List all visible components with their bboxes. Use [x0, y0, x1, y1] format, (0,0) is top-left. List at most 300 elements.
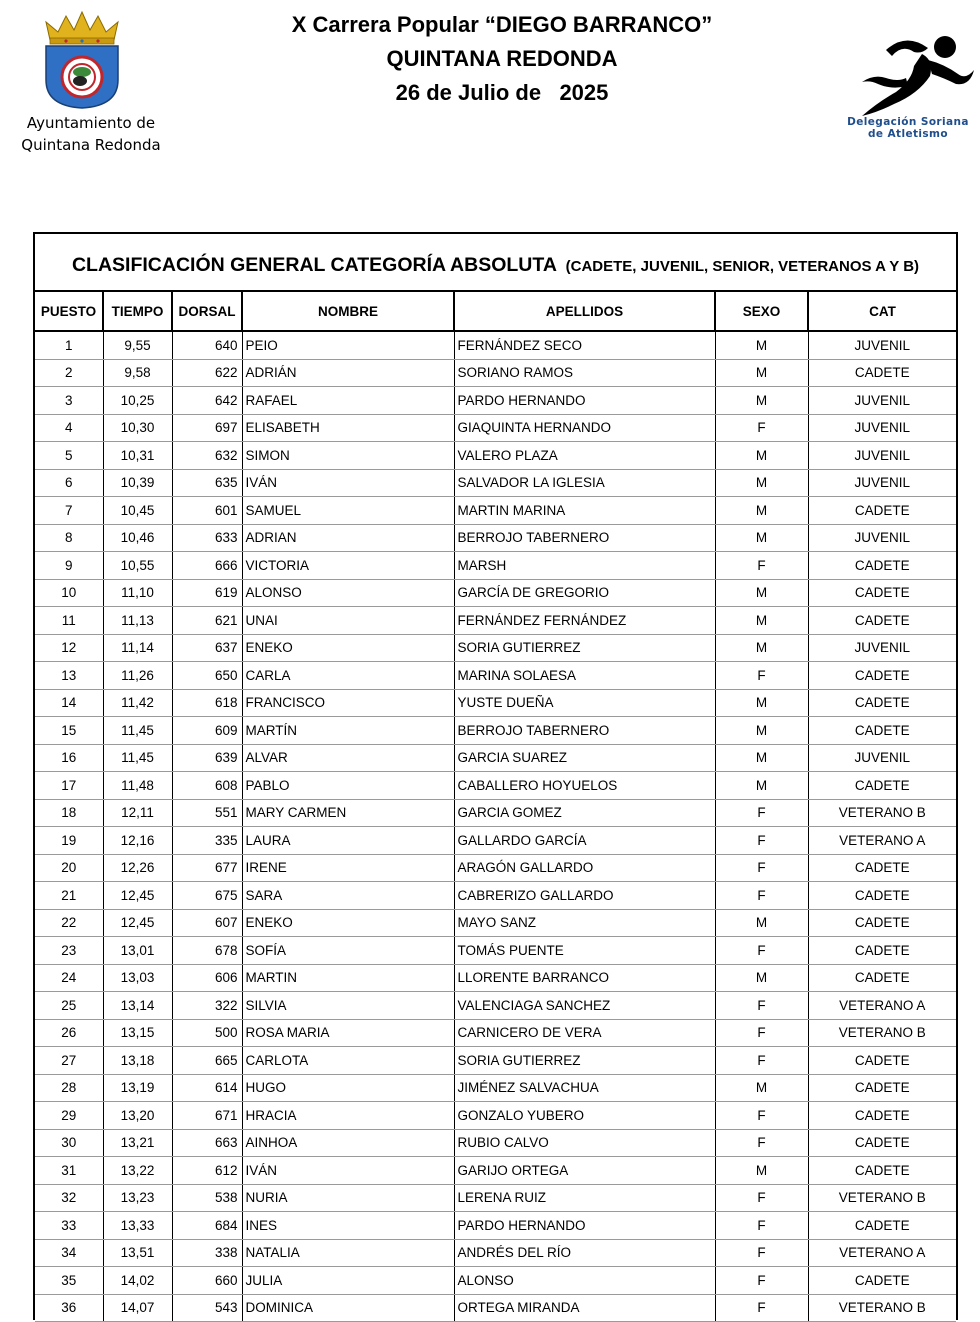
cell-dorsal: 614	[172, 1074, 242, 1102]
cell-dorsal: 606	[172, 964, 242, 992]
cell-cat: JUVENIL	[808, 414, 956, 442]
cell-sexo: M	[715, 359, 808, 387]
table-row	[35, 717, 956, 745]
cell-tiempo: 9,58	[103, 359, 172, 387]
cell-apellidos: ALONSO	[454, 1267, 715, 1295]
cell-tiempo: 10,45	[103, 497, 172, 525]
ayuntamiento-label-line2: Quintana Redonda	[21, 136, 161, 154]
cell-dorsal: 619	[172, 579, 242, 607]
col-header-apellidos: APELLIDOS	[454, 292, 715, 331]
cell-tiempo: 11,48	[103, 772, 172, 800]
table-row	[35, 359, 956, 387]
cell-tiempo: 13,03	[103, 964, 172, 992]
cell-puesto: 15	[35, 717, 103, 745]
table-row	[35, 1239, 956, 1267]
cell-nombre: AINHOA	[242, 1129, 454, 1157]
delegacion-label-line2: de Atletismo	[868, 128, 948, 140]
cell-dorsal: 650	[172, 662, 242, 690]
cell-cat: VETERANO B	[808, 1019, 956, 1047]
cell-cat: CADETE	[808, 579, 956, 607]
cell-tiempo: 13,51	[103, 1239, 172, 1267]
cell-dorsal: 678	[172, 937, 242, 965]
cell-puesto: 36	[35, 1294, 103, 1322]
cell-dorsal: 607	[172, 909, 242, 937]
cell-nombre: UNAI	[242, 607, 454, 635]
cell-apellidos: SORIA GUTIERREZ	[454, 1047, 715, 1075]
cell-apellidos: GARCIA GOMEZ	[454, 799, 715, 827]
cell-dorsal: 666	[172, 552, 242, 580]
table-row	[35, 1074, 956, 1102]
cell-apellidos: FERNÁNDEZ FERNÁNDEZ	[454, 607, 715, 635]
cell-puesto: 20	[35, 854, 103, 882]
cell-cat: VETERANO B	[808, 1184, 956, 1212]
ayuntamiento-label-line1: Ayuntamiento de	[26, 114, 156, 132]
cell-nombre: HUGO	[242, 1074, 454, 1102]
cell-tiempo: 13,23	[103, 1184, 172, 1212]
cell-puesto: 13	[35, 662, 103, 690]
cell-tiempo: 13,20	[103, 1102, 172, 1130]
cell-apellidos: LERENA RUIZ	[454, 1184, 715, 1212]
cell-sexo: F	[715, 1212, 808, 1240]
cell-cat: CADETE	[808, 1047, 956, 1075]
cell-nombre: MARY CARMEN	[242, 799, 454, 827]
cell-apellidos: GALLARDO GARCÍA	[454, 827, 715, 855]
cell-puesto: 31	[35, 1157, 103, 1185]
cell-puesto: 7	[35, 497, 103, 525]
table-row	[35, 799, 956, 827]
cell-cat: VETERANO B	[808, 1294, 956, 1322]
cell-sexo: F	[715, 992, 808, 1020]
cell-puesto: 9	[35, 552, 103, 580]
cell-puesto: 2	[35, 359, 103, 387]
cell-cat: CADETE	[808, 909, 956, 937]
cell-apellidos: JIMÉNEZ SALVACHUA	[454, 1074, 715, 1102]
cell-sexo: F	[715, 1294, 808, 1322]
col-header-nombre: NOMBRE	[242, 292, 454, 331]
cell-sexo: M	[715, 579, 808, 607]
cell-nombre: ROSA MARIA	[242, 1019, 454, 1047]
cell-tiempo: 11,13	[103, 607, 172, 635]
cell-nombre: ALVAR	[242, 744, 454, 772]
table-row	[35, 772, 956, 800]
cell-puesto: 18	[35, 799, 103, 827]
cell-cat: CADETE	[808, 1267, 956, 1295]
cell-puesto: 27	[35, 1047, 103, 1075]
cell-apellidos: PARDO HERNANDO	[454, 387, 715, 415]
cell-tiempo: 11,42	[103, 689, 172, 717]
cell-apellidos: FERNÁNDEZ SECO	[454, 331, 715, 359]
delegacion-label-line1: Delegación Soriana	[847, 116, 969, 128]
cell-dorsal: 671	[172, 1102, 242, 1130]
cell-tiempo: 12,45	[103, 909, 172, 937]
cell-dorsal: 551	[172, 799, 242, 827]
cell-dorsal: 621	[172, 607, 242, 635]
table-row	[35, 442, 956, 470]
event-date: 26 de Julio de 2025	[395, 80, 609, 105]
cell-dorsal: 640	[172, 331, 242, 359]
cell-dorsal: 639	[172, 744, 242, 772]
cell-puesto: 4	[35, 414, 103, 442]
table-row	[35, 1019, 956, 1047]
cell-cat: CADETE	[808, 552, 956, 580]
cell-cat: CADETE	[808, 607, 956, 635]
cell-sexo: F	[715, 1129, 808, 1157]
cell-puesto: 1	[35, 331, 103, 359]
cell-cat: VETERANO A	[808, 1239, 956, 1267]
cell-sexo: F	[715, 854, 808, 882]
cell-apellidos: SORIA GUTIERREZ	[454, 634, 715, 662]
table-row	[35, 1267, 956, 1295]
col-header-sexo: SEXO	[715, 292, 808, 331]
cell-dorsal: 660	[172, 1267, 242, 1295]
cell-dorsal: 663	[172, 1129, 242, 1157]
table-body	[35, 331, 956, 1322]
cell-nombre: PEIO	[242, 331, 454, 359]
cell-apellidos: MARTIN MARINA	[454, 497, 715, 525]
delegacion-label	[836, 116, 980, 140]
cell-puesto: 33	[35, 1212, 103, 1240]
cell-nombre: ADRIÁN	[242, 359, 454, 387]
cell-nombre: SOFÍA	[242, 937, 454, 965]
table-row	[35, 937, 956, 965]
cell-apellidos: GARCIA SUAREZ	[454, 744, 715, 772]
cell-puesto: 32	[35, 1184, 103, 1212]
cell-nombre: HRACIA	[242, 1102, 454, 1130]
cell-cat: JUVENIL	[808, 442, 956, 470]
cell-sexo: F	[715, 1239, 808, 1267]
cell-nombre: SIMON	[242, 442, 454, 470]
cell-cat: CADETE	[808, 1129, 956, 1157]
table-title-main: CLASIFICACIÓN GENERAL CATEGORÍA ABSOLUTA	[71, 254, 557, 276]
table-row	[35, 689, 956, 717]
cell-apellidos: BERROJO TABERNERO	[454, 717, 715, 745]
cell-sexo: F	[715, 414, 808, 442]
table-row	[35, 579, 956, 607]
cell-puesto: 34	[35, 1239, 103, 1267]
event-title: X Carrera Popular “DIEGO BARRANCO”	[291, 12, 713, 37]
col-header-tiempo: TIEMPO	[103, 292, 172, 331]
cell-nombre: FRANCISCO	[242, 689, 454, 717]
cell-puesto: 16	[35, 744, 103, 772]
cell-sexo: M	[715, 442, 808, 470]
table-row	[35, 331, 956, 359]
cell-puesto: 23	[35, 937, 103, 965]
table-header-row	[35, 292, 956, 331]
table-row	[35, 387, 956, 415]
cell-apellidos: MARSH	[454, 552, 715, 580]
results-table-container	[33, 232, 958, 1320]
cell-cat: VETERANO A	[808, 827, 956, 855]
cell-puesto: 17	[35, 772, 103, 800]
cell-dorsal: 338	[172, 1239, 242, 1267]
cell-nombre: LAURA	[242, 827, 454, 855]
cell-apellidos: VALENCIAGA SANCHEZ	[454, 992, 715, 1020]
cell-puesto: 6	[35, 469, 103, 497]
cell-dorsal: 543	[172, 1294, 242, 1322]
cell-cat: CADETE	[808, 772, 956, 800]
table-row	[35, 992, 956, 1020]
cell-sexo: M	[715, 1157, 808, 1185]
table-row	[35, 882, 956, 910]
cell-tiempo: 10,46	[103, 524, 172, 552]
cell-sexo: M	[715, 964, 808, 992]
cell-sexo: M	[715, 634, 808, 662]
cell-dorsal: 618	[172, 689, 242, 717]
cell-sexo: M	[715, 469, 808, 497]
cell-tiempo: 11,14	[103, 634, 172, 662]
cell-dorsal: 632	[172, 442, 242, 470]
table-row	[35, 1047, 956, 1075]
cell-cat: JUVENIL	[808, 744, 956, 772]
cell-puesto: 11	[35, 607, 103, 635]
cell-cat: CADETE	[808, 717, 956, 745]
cell-sexo: M	[715, 772, 808, 800]
cell-sexo: M	[715, 331, 808, 359]
cell-cat: JUVENIL	[808, 387, 956, 415]
cell-tiempo: 13,22	[103, 1157, 172, 1185]
event-header	[200, 8, 804, 110]
cell-dorsal: 322	[172, 992, 242, 1020]
cell-cat: CADETE	[808, 1212, 956, 1240]
col-header-dorsal: DORSAL	[172, 292, 242, 331]
cell-dorsal: 637	[172, 634, 242, 662]
cell-tiempo: 11,45	[103, 744, 172, 772]
cell-sexo: F	[715, 1102, 808, 1130]
cell-nombre: MARTÍN	[242, 717, 454, 745]
cell-apellidos: ARAGÓN GALLARDO	[454, 854, 715, 882]
cell-puesto: 10	[35, 579, 103, 607]
cell-sexo: F	[715, 1267, 808, 1295]
cell-tiempo: 11,45	[103, 717, 172, 745]
cell-tiempo: 13,18	[103, 1047, 172, 1075]
cell-cat: CADETE	[808, 854, 956, 882]
cell-sexo: M	[715, 497, 808, 525]
cell-puesto: 19	[35, 827, 103, 855]
table-row	[35, 497, 956, 525]
cell-dorsal: 675	[172, 882, 242, 910]
table-title-subtitle: (CADETE, JUVENIL, SENIOR, VETERANOS A Y B)	[565, 258, 920, 275]
table-row	[35, 1184, 956, 1212]
cell-dorsal: 665	[172, 1047, 242, 1075]
table-row	[35, 634, 956, 662]
cell-tiempo: 10,39	[103, 469, 172, 497]
cell-tiempo: 11,10	[103, 579, 172, 607]
cell-apellidos: SORIANO RAMOS	[454, 359, 715, 387]
cell-nombre: NATALIA	[242, 1239, 454, 1267]
table-row	[35, 1212, 956, 1240]
cell-puesto: 12	[35, 634, 103, 662]
cell-cat: CADETE	[808, 359, 956, 387]
cell-apellidos: MAYO SANZ	[454, 909, 715, 937]
cell-apellidos: TOMÁS PUENTE	[454, 937, 715, 965]
cell-sexo: F	[715, 937, 808, 965]
table-row	[35, 964, 956, 992]
cell-sexo: F	[715, 1184, 808, 1212]
cell-apellidos: CABALLERO HOYUELOS	[454, 772, 715, 800]
event-location: QUINTANA REDONDA	[386, 46, 618, 71]
table-row	[35, 909, 956, 937]
cell-nombre: CARLA	[242, 662, 454, 690]
cell-sexo: F	[715, 1047, 808, 1075]
cell-puesto: 24	[35, 964, 103, 992]
table-row	[35, 552, 956, 580]
cell-sexo: F	[715, 552, 808, 580]
ayuntamiento-label	[6, 112, 176, 156]
cell-apellidos: PARDO HERNANDO	[454, 1212, 715, 1240]
col-header-cat: CAT	[808, 292, 956, 331]
cell-apellidos: GIAQUINTA HERNANDO	[454, 414, 715, 442]
cell-dorsal: 642	[172, 387, 242, 415]
cell-sexo: M	[715, 607, 808, 635]
cell-dorsal: 608	[172, 772, 242, 800]
cell-apellidos: CARNICERO DE VERA	[454, 1019, 715, 1047]
cell-apellidos: ANDRÉS DEL RÍO	[454, 1239, 715, 1267]
cell-puesto: 25	[35, 992, 103, 1020]
cell-puesto: 14	[35, 689, 103, 717]
cell-puesto: 35	[35, 1267, 103, 1295]
cell-apellidos: RUBIO CALVO	[454, 1129, 715, 1157]
cell-nombre: ENEKO	[242, 634, 454, 662]
cell-tiempo: 10,30	[103, 414, 172, 442]
cell-dorsal: 601	[172, 497, 242, 525]
cell-tiempo: 13,33	[103, 1212, 172, 1240]
cell-nombre: MARTIN	[242, 964, 454, 992]
cell-sexo: F	[715, 882, 808, 910]
runner-icon	[848, 30, 978, 120]
cell-tiempo: 10,31	[103, 442, 172, 470]
cell-apellidos: YUSTE DUEÑA	[454, 689, 715, 717]
cell-dorsal: 622	[172, 359, 242, 387]
cell-sexo: M	[715, 1074, 808, 1102]
table-row	[35, 1294, 956, 1322]
cell-tiempo: 9,55	[103, 331, 172, 359]
cell-tiempo: 12,45	[103, 882, 172, 910]
cell-sexo: M	[715, 744, 808, 772]
table-row	[35, 524, 956, 552]
cell-nombre: ADRIAN	[242, 524, 454, 552]
cell-nombre: RAFAEL	[242, 387, 454, 415]
cell-apellidos: GARCÍA DE GREGORIO	[454, 579, 715, 607]
cell-nombre: JULIA	[242, 1267, 454, 1295]
cell-apellidos: LLORENTE BARRANCO	[454, 964, 715, 992]
cell-sexo: F	[715, 662, 808, 690]
cell-cat: CADETE	[808, 662, 956, 690]
cell-apellidos: GARIJO ORTEGA	[454, 1157, 715, 1185]
cell-cat: VETERANO B	[808, 799, 956, 827]
cell-nombre: NURIA	[242, 1184, 454, 1212]
table-row	[35, 1157, 956, 1185]
cell-dorsal: 335	[172, 827, 242, 855]
cell-sexo: M	[715, 909, 808, 937]
cell-cat: CADETE	[808, 882, 956, 910]
cell-sexo: F	[715, 799, 808, 827]
cell-tiempo: 13,19	[103, 1074, 172, 1102]
cell-apellidos: VALERO PLAZA	[454, 442, 715, 470]
cell-cat: CADETE	[808, 1102, 956, 1130]
cell-cat: JUVENIL	[808, 524, 956, 552]
table-row	[35, 744, 956, 772]
cell-apellidos: GONZALO YUBERO	[454, 1102, 715, 1130]
cell-tiempo: 12,26	[103, 854, 172, 882]
table-row	[35, 1129, 956, 1157]
cell-sexo: M	[715, 717, 808, 745]
cell-cat: JUVENIL	[808, 634, 956, 662]
cell-tiempo: 10,55	[103, 552, 172, 580]
cell-nombre: CARLOTA	[242, 1047, 454, 1075]
table-row	[35, 1102, 956, 1130]
cell-nombre: PABLO	[242, 772, 454, 800]
cell-dorsal: 633	[172, 524, 242, 552]
cell-nombre: ELISABETH	[242, 414, 454, 442]
cell-puesto: 29	[35, 1102, 103, 1130]
cell-nombre: VICTORIA	[242, 552, 454, 580]
cell-cat: JUVENIL	[808, 469, 956, 497]
table-row	[35, 414, 956, 442]
table-row	[35, 827, 956, 855]
cell-nombre: SAMUEL	[242, 497, 454, 525]
cell-dorsal: 697	[172, 414, 242, 442]
cell-sexo: F	[715, 1019, 808, 1047]
cell-sexo: M	[715, 524, 808, 552]
cell-cat: JUVENIL	[808, 331, 956, 359]
cell-cat: CADETE	[808, 937, 956, 965]
cell-dorsal: 612	[172, 1157, 242, 1185]
cell-dorsal: 609	[172, 717, 242, 745]
table-row	[35, 854, 956, 882]
cell-puesto: 8	[35, 524, 103, 552]
cell-tiempo: 11,26	[103, 662, 172, 690]
cell-dorsal: 538	[172, 1184, 242, 1212]
table-row	[35, 662, 956, 690]
cell-puesto: 28	[35, 1074, 103, 1102]
cell-nombre: IVÁN	[242, 469, 454, 497]
table-title	[35, 234, 956, 292]
cell-nombre: DOMINICA	[242, 1294, 454, 1322]
table-row	[35, 469, 956, 497]
cell-dorsal: 500	[172, 1019, 242, 1047]
cell-nombre: ENEKO	[242, 909, 454, 937]
cell-apellidos: MARINA SOLAESA	[454, 662, 715, 690]
table-row	[35, 607, 956, 635]
cell-tiempo: 13,01	[103, 937, 172, 965]
cell-cat: VETERANO A	[808, 992, 956, 1020]
cell-puesto: 5	[35, 442, 103, 470]
results-table	[35, 292, 956, 1322]
cell-sexo: M	[715, 387, 808, 415]
cell-apellidos: ORTEGA MIRANDA	[454, 1294, 715, 1322]
cell-cat: CADETE	[808, 964, 956, 992]
cell-dorsal: 677	[172, 854, 242, 882]
cell-nombre: SILVIA	[242, 992, 454, 1020]
cell-puesto: 21	[35, 882, 103, 910]
cell-tiempo: 12,16	[103, 827, 172, 855]
cell-tiempo: 14,07	[103, 1294, 172, 1322]
cell-nombre: ALONSO	[242, 579, 454, 607]
cell-nombre: IRENE	[242, 854, 454, 882]
cell-cat: CADETE	[808, 497, 956, 525]
col-header-puesto: PUESTO	[35, 292, 103, 331]
cell-cat: CADETE	[808, 1074, 956, 1102]
cell-puesto: 30	[35, 1129, 103, 1157]
cell-tiempo: 10,25	[103, 387, 172, 415]
cell-apellidos: CABRERIZO GALLARDO	[454, 882, 715, 910]
cell-cat: CADETE	[808, 689, 956, 717]
cell-puesto: 3	[35, 387, 103, 415]
cell-tiempo: 14,02	[103, 1267, 172, 1295]
cell-apellidos: BERROJO TABERNERO	[454, 524, 715, 552]
cell-puesto: 26	[35, 1019, 103, 1047]
ayuntamiento-crest-logo	[36, 10, 128, 110]
